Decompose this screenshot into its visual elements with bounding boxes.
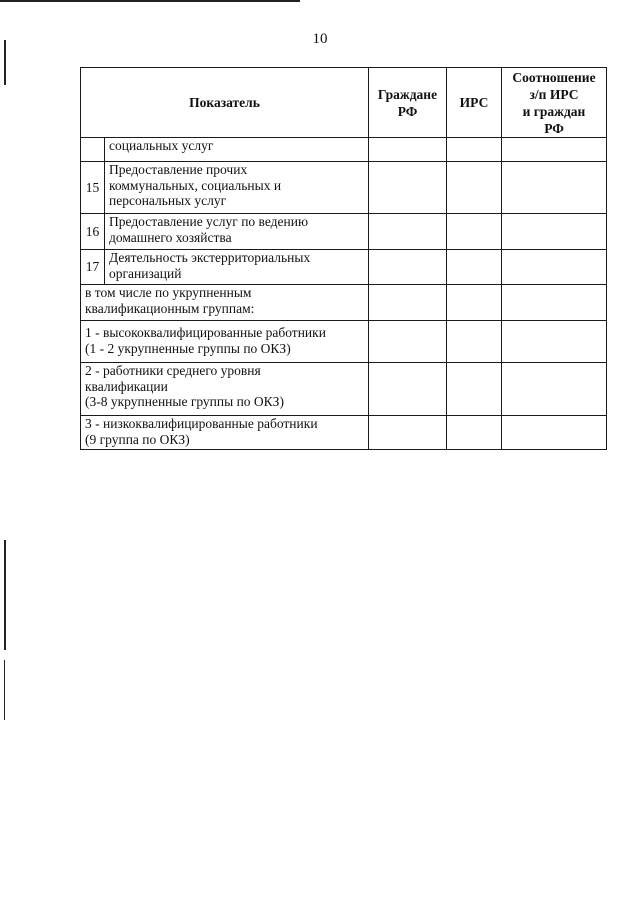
cell-irs: [447, 285, 502, 321]
cell-citizens: [369, 162, 447, 214]
cell-irs: [447, 138, 502, 162]
row-number: [81, 138, 105, 162]
row-label-line: социальных услуг: [109, 138, 214, 153]
group-label-line: квалификационным группам:: [85, 300, 255, 316]
header-ratio: [502, 68, 607, 138]
cell-citizens: [369, 321, 447, 363]
group-label-line: (9 группа по ОКЗ): [85, 431, 190, 447]
cell-citizens: [369, 416, 447, 450]
cell-citizens: [369, 138, 447, 162]
cell-citizens: [369, 363, 447, 416]
group-label-line: 1 - высококвалифицированные работники: [85, 325, 326, 340]
row-label: [105, 250, 369, 285]
row-label-line: Предоставление прочих: [109, 162, 248, 177]
scan-edge-left-3: [4, 660, 5, 720]
row-label-line: Деятельность экстерриториальных: [109, 250, 311, 265]
table-row: [81, 321, 607, 363]
header-indicator: Показатель: [81, 68, 369, 138]
cell-irs: [447, 416, 502, 450]
table-row: [81, 162, 607, 214]
header-citizens: [369, 68, 447, 138]
cell-irs: [447, 321, 502, 363]
cell-irs: [447, 162, 502, 214]
table-row: [81, 416, 607, 450]
cell-irs: [447, 250, 502, 285]
cell-ratio: [502, 162, 607, 214]
cell-ratio: [502, 214, 607, 250]
indicator-table: [80, 67, 607, 450]
table-row: [81, 363, 607, 416]
group-label-line: (1 - 2 укрупненные группы по ОКЗ): [85, 340, 291, 356]
group-label: [81, 363, 369, 416]
header-ratio-line: з/п ИРС: [529, 86, 579, 102]
group-label-line: 2 - работники среднего уровня: [85, 363, 261, 378]
row-number: 17: [81, 250, 105, 285]
cell-ratio: [502, 138, 607, 162]
group-label-line: в том числе по укрупненным: [85, 285, 252, 300]
table-row: [81, 250, 607, 285]
cell-citizens: [369, 250, 447, 285]
group-label-line: (3-8 укрупненные группы по ОКЗ): [85, 394, 284, 409]
page-number: 10: [312, 31, 328, 47]
table-row: [81, 285, 607, 321]
scan-edge-top: [0, 0, 300, 2]
header-ratio-line: РФ: [544, 120, 564, 136]
cell-ratio: [502, 416, 607, 450]
cell-citizens: [369, 285, 447, 321]
row-label-line: коммунальных, социальных и: [109, 177, 282, 193]
group-label: [81, 285, 369, 321]
row-number: 16: [81, 214, 105, 250]
table-header-row: [81, 68, 607, 138]
cell-ratio: [502, 285, 607, 321]
header-ratio-line: Соотношение: [512, 69, 596, 85]
header-citizens-line: РФ: [397, 103, 418, 119]
row-label-line: Предоставление услуг по ведению: [109, 214, 309, 229]
cell-ratio: [502, 250, 607, 285]
scan-edge-left-2: [4, 540, 6, 650]
group-label-line: 3 - низкоквалифицированные работники: [85, 416, 318, 431]
cell-irs: [447, 214, 502, 250]
cell-ratio: [502, 363, 607, 416]
group-label-line: квалификации: [85, 378, 168, 394]
cell-ratio: [502, 321, 607, 363]
row-label: [105, 138, 369, 162]
row-label-line: домашнего хозяйства: [109, 229, 232, 245]
row-label: [105, 214, 369, 250]
table-row: [81, 138, 607, 162]
group-label: [81, 416, 369, 450]
header-ratio-line: и граждан: [522, 103, 586, 119]
cell-irs: [447, 363, 502, 416]
cell-citizens: [369, 214, 447, 250]
header-citizens-line: Граждане: [377, 86, 438, 102]
row-number: 15: [81, 162, 105, 214]
group-label: [81, 321, 369, 363]
header-irs: ИРС: [447, 68, 502, 138]
row-label-line: персональных услуг: [109, 193, 227, 208]
table-row: [81, 214, 607, 250]
row-label: [105, 162, 369, 214]
row-label-line: организаций: [109, 265, 182, 281]
